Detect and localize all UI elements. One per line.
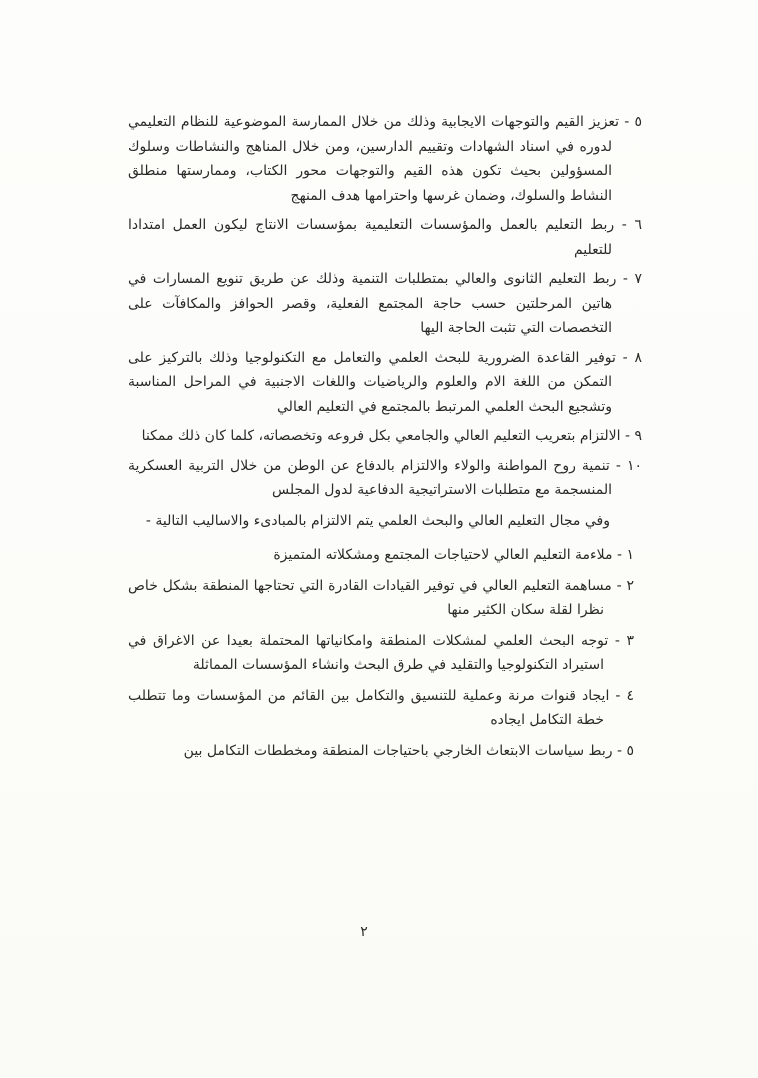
- item-text: ربط التعليم بالعمل والمؤسسات التعليمية بمؤسسات الانتاج ليكون العمل امتدادا للتعليم: [128, 217, 615, 258]
- list-item: [128, 574, 634, 623]
- item-number: ٢ -: [616, 577, 635, 594]
- list-item: [128, 346, 642, 420]
- list-item: [128, 543, 634, 568]
- item-number: ٥ -: [624, 114, 643, 130]
- item-text: ملاءمة التعليم العالي لاحتياجات المجتمع ومشكلاته المتميزة: [273, 547, 613, 563]
- list-item: [128, 739, 634, 764]
- item-number: ٣ -: [614, 632, 634, 649]
- item-number: ٧ -: [622, 271, 642, 287]
- list-item: [128, 267, 642, 341]
- general-principles-list: [128, 110, 642, 503]
- item-number: ١٠ -: [615, 457, 642, 474]
- list-item: [128, 629, 634, 678]
- higher-education-list: [128, 543, 634, 763]
- item-text: مساهمة التعليم العالي في توفير القيادات القادرة التي تحتاجها المنطقة بشكل خاص نظرا لقلة سكان الكثير منها: [128, 577, 612, 618]
- item-text: ربط التعليم الثانوى والعالي بمتطلبات التنمية وذلك عن طريق تنويع المسارات في هاتين المرحلتين حسب حاجة المجتمع الفعلية، وقصر الحوافز والمكافآت على التخصصات التي تثبت الحاجة اليها: [128, 271, 617, 336]
- item-text: ايجاد قنوات مرنة وعملية للتنسيق والتكامل بين القائم من المؤسسات وما تتطلب خطة التكامل ايجاده: [128, 687, 610, 728]
- item-text: تنمية روح المواطنة والولاء والالتزام بالدفاع عن الوطن من خلال التربية العسكرية المنسجمة مع متطلبات الاستراتيجية الدفاعية لدول المجلس: [128, 457, 612, 498]
- item-text: ربط سياسات الابتعاث الخارجي باحتياجات المنطقة ومخططات التكامل بين: [183, 742, 613, 759]
- item-number: ٨ -: [622, 349, 642, 366]
- list-item: [128, 424, 642, 449]
- list-item: [128, 454, 642, 503]
- page-content: [128, 110, 642, 769]
- item-text: توجه البحث العلمي لمشكلات المنطقة وامكانياتها المحتملة بعيدا عن الاغراق في استيراد التكنولوجيا والتقليد في طرق البحث وانشاء المؤسسات المماثلة: [128, 632, 609, 673]
- item-text: الالتزام بتعريب التعليم العالي والجامعي بكل فروعه وتخصصاته، كلما كان ذلك ممكنا: [141, 428, 621, 444]
- list-item: [128, 684, 634, 733]
- item-number: ٩ -: [624, 428, 642, 444]
- item-number: ٥ -: [616, 742, 634, 759]
- list-item: [128, 110, 642, 208]
- item-number: ٦ -: [621, 217, 642, 233]
- item-number: ٤ -: [615, 687, 634, 704]
- item-text: تعزيز القيم والتوجهات الايجابية وذلك من خلال الممارسة الموضوعية للنظام التعليمي لدوره في اسناد الشهادات وتقييم الدارسين، ومن خلال المناهج والنشاطات وسلوك المسؤولين بحيث تكون هذه القيم والتوجهات محور الكتاب، وممارستها منطلق النشاط والسلوك، وضمان غرسها واحترامها هدف المنهج: [128, 114, 620, 204]
- higher-education-intro: وفي مجال التعليم العالي والبحث العلمي يتم الالتزام بالمبادىء والاساليب التالية -: [145, 512, 610, 529]
- page-number: ٢: [360, 924, 368, 940]
- list-item: [128, 213, 642, 262]
- item-number: ١ -: [616, 547, 634, 563]
- item-text: توفير القاعدة الضرورية للبحث العلمي والتعامل مع التكنولوجيا وذلك بالتركيز على التمكن من اللغة الام والعلوم والرياضيات واللغات الاجنبية في المراحل المناسبة وتشجيع البحث العلمي المرتبط بالمجتمع في التعليم العالي: [128, 349, 616, 415]
